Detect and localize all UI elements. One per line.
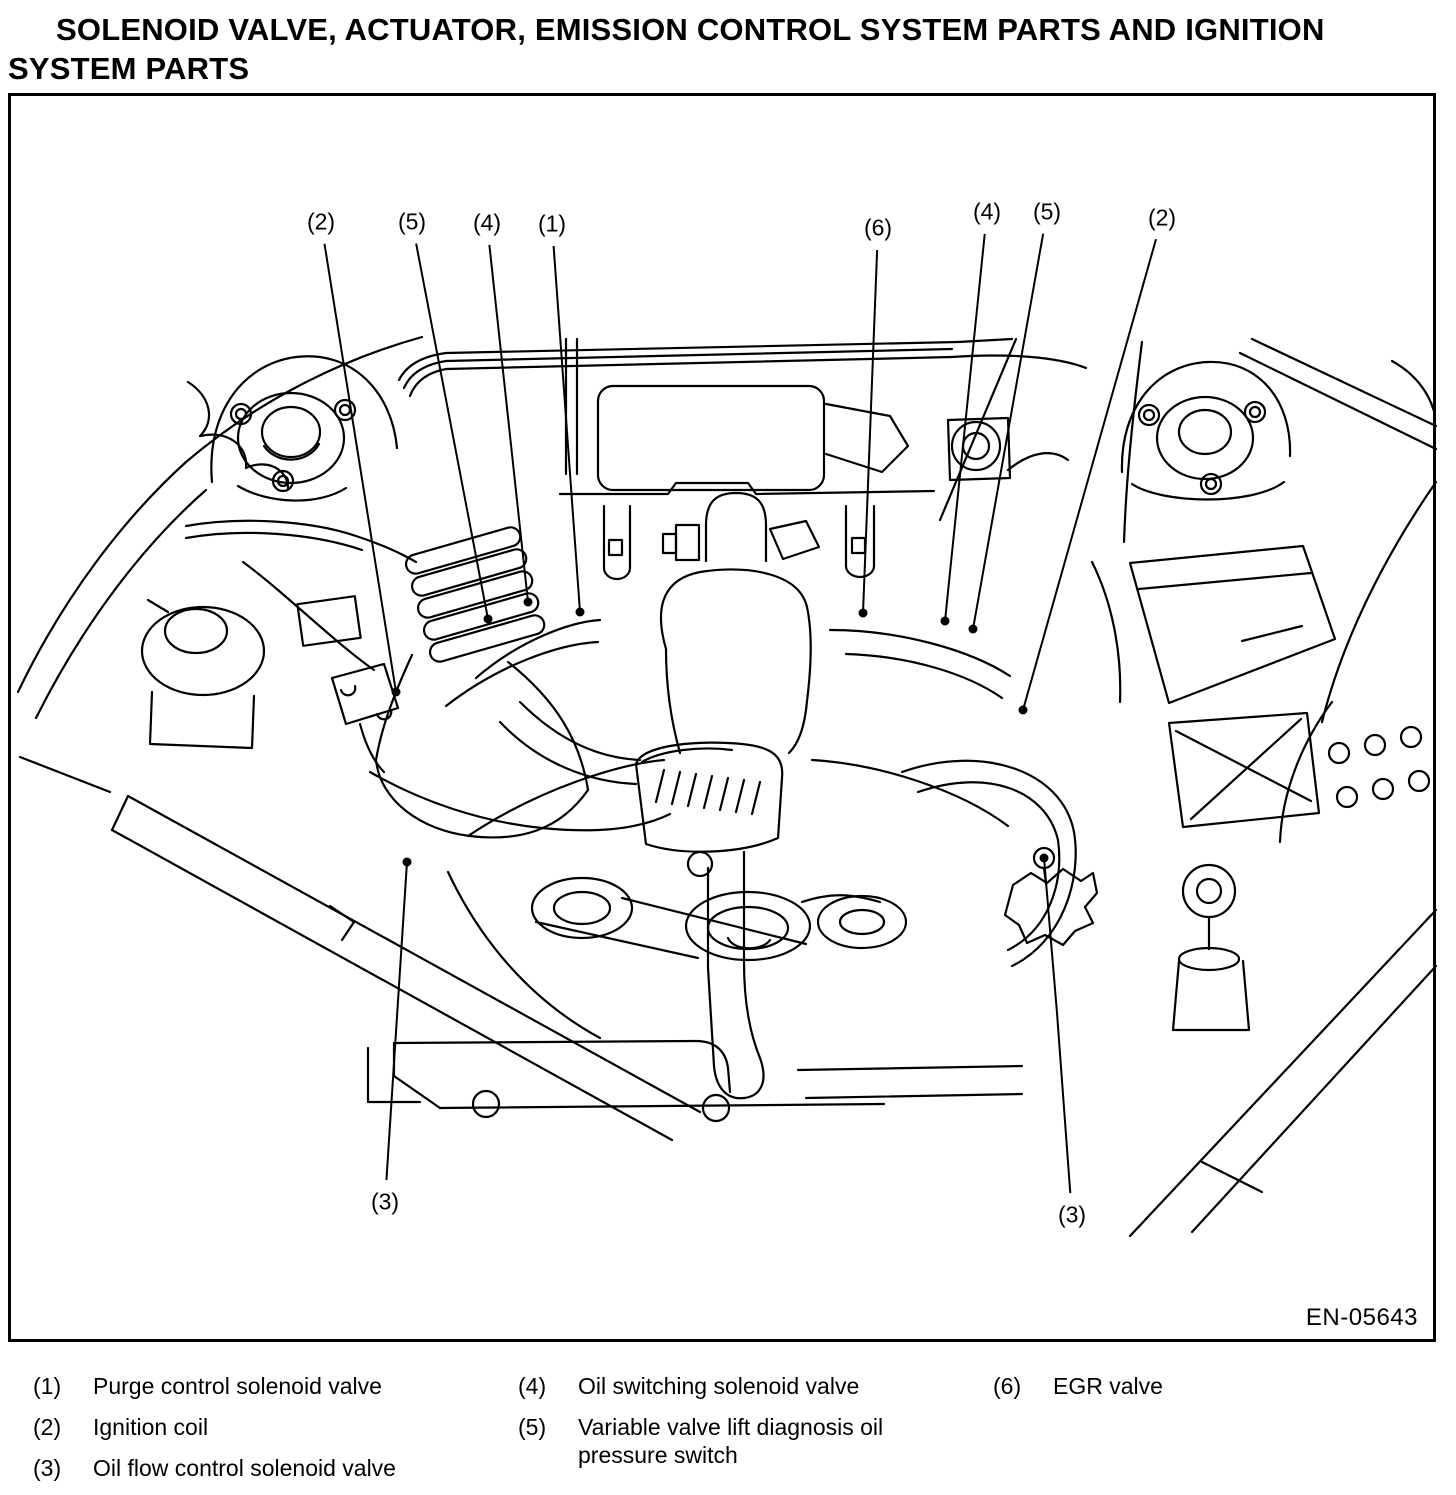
figure-id: EN-05643 xyxy=(1305,1304,1418,1331)
legend-item xyxy=(518,1413,948,1469)
callout-label: (5) xyxy=(1032,198,1062,225)
legend-item-text: Oil flow control solenoid valve xyxy=(93,1455,396,1481)
legend-item-text: Ignition coil xyxy=(93,1414,209,1440)
callout-label: (5) xyxy=(397,208,427,235)
legend-item-number: (2) xyxy=(33,1414,62,1440)
callout-target-dot xyxy=(392,688,401,697)
legend-column-1 xyxy=(33,1372,511,1495)
callout-label: (4) xyxy=(972,198,1002,225)
callout-leader-line xyxy=(324,244,396,692)
callout-label: (3) xyxy=(370,1188,400,1215)
callout-target-dot xyxy=(484,615,493,624)
legend-item-text: Variable valve lift diagnosis oil pressure switch xyxy=(578,1414,884,1468)
callout-leader-line xyxy=(416,244,488,619)
legend-item xyxy=(993,1372,1423,1400)
legend-item xyxy=(33,1372,511,1400)
callout-target-dot xyxy=(859,609,868,618)
callout-leader-line xyxy=(489,245,528,602)
legend-item-number: (3) xyxy=(33,1455,62,1481)
legend-item xyxy=(33,1454,511,1482)
legend-column-2 xyxy=(518,1372,948,1482)
callout-target-dot xyxy=(941,617,950,626)
callout-label: (1) xyxy=(537,210,567,237)
callout-leader-line xyxy=(1044,858,1070,1193)
callout-label: (6) xyxy=(863,214,893,241)
callout-target-dot xyxy=(969,625,978,634)
legend-item-number: (1) xyxy=(33,1373,62,1399)
callout-target-dot xyxy=(524,598,533,607)
callout-label: (4) xyxy=(472,209,502,236)
legend-item xyxy=(518,1372,948,1400)
callout-leader-line xyxy=(1023,239,1156,710)
page-title-line-1: SOLENOID VALVE, ACTUATOR, EMISSION CONTROL SYSTEM PARTS AND IGNITION xyxy=(56,12,1325,47)
legend-item-number: (5) xyxy=(518,1414,547,1440)
legend-item-text: EGR valve xyxy=(1053,1373,1163,1399)
page-title-line-2: SYSTEM PARTS xyxy=(8,51,250,86)
callout-leader-line xyxy=(973,234,1043,629)
callout-target-dot xyxy=(1019,706,1028,715)
callout-target-dot xyxy=(403,858,412,867)
callout-leader-line xyxy=(945,234,985,621)
callout-label: (2) xyxy=(1147,204,1177,231)
callout-target-dot xyxy=(576,608,585,617)
legend-item-number: (4) xyxy=(518,1373,547,1399)
legend-item-text: Purge control solenoid valve xyxy=(93,1373,382,1399)
callout-target-dot xyxy=(1040,854,1049,863)
callout-label: (3) xyxy=(1057,1201,1087,1228)
callout-label: (2) xyxy=(306,208,336,235)
callout-leader-line xyxy=(386,862,407,1180)
callout-leader-line xyxy=(554,246,580,612)
legend-item-number: (6) xyxy=(993,1373,1022,1399)
legend-item-text: Oil switching solenoid valve xyxy=(578,1373,860,1399)
legend-column-3 xyxy=(993,1372,1423,1413)
callout-leader-line xyxy=(863,250,877,613)
legend-item xyxy=(33,1413,511,1441)
